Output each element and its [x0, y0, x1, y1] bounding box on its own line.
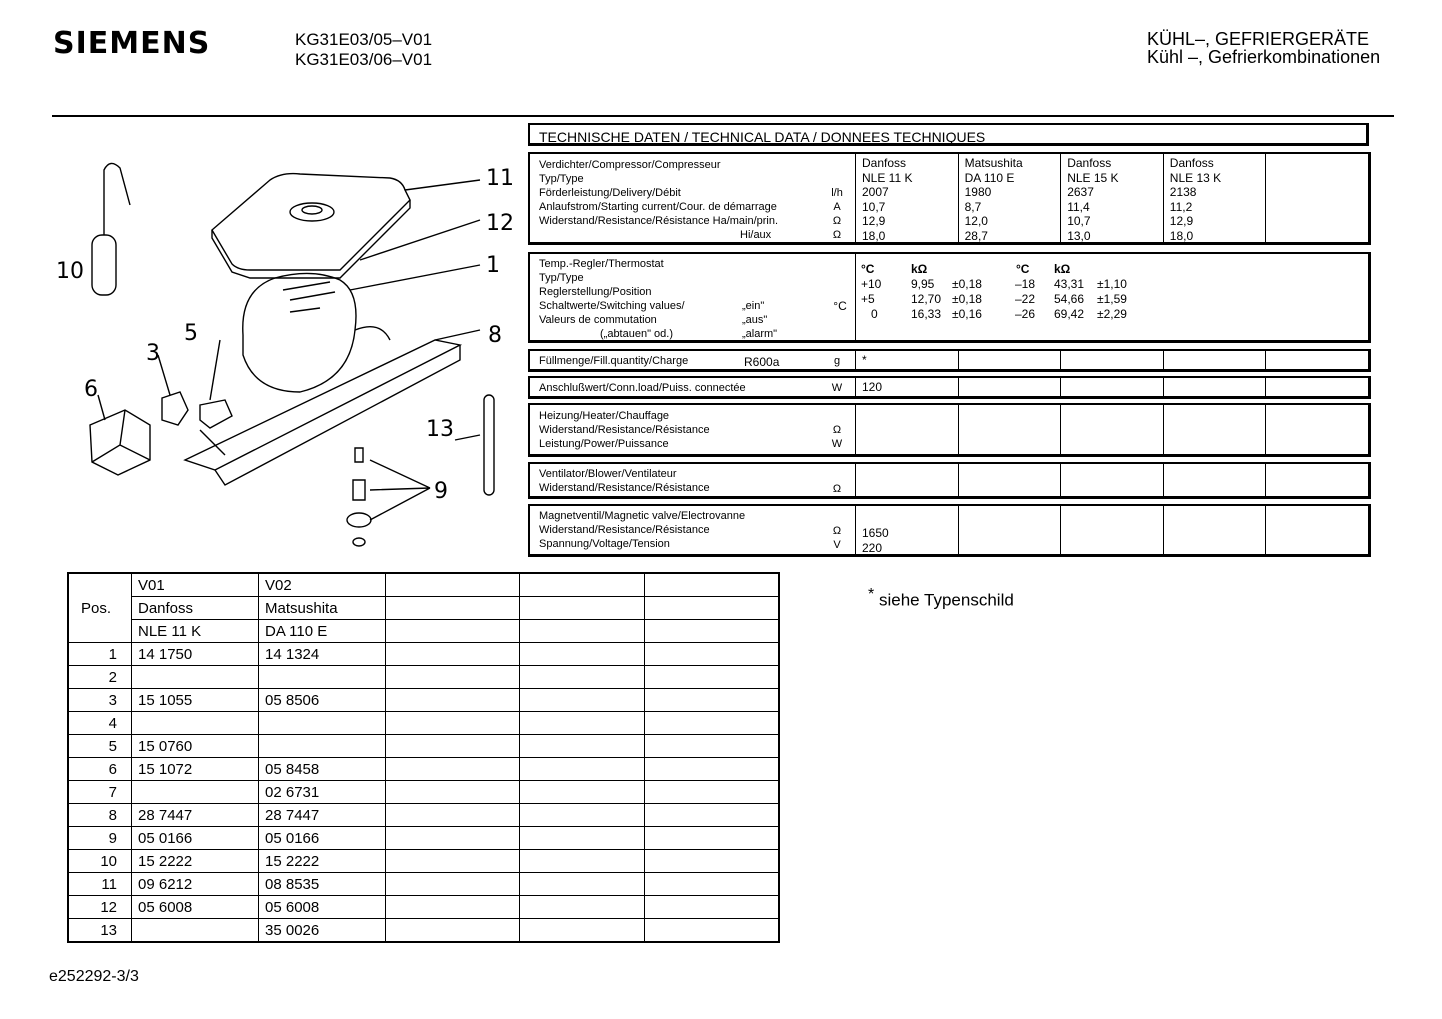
model-number-1: KG31E03/05–V01: [295, 30, 433, 49]
unit-ohm-aux: Ω: [832, 229, 842, 241]
position-label: Reglerstellung/Position: [539, 286, 652, 298]
switching-values-label: Schaltwerte/Switching values/: [539, 300, 685, 312]
pos-cell: 13: [68, 919, 132, 943]
callout-6: 6: [84, 377, 98, 402]
heater-col-4: [1163, 405, 1266, 454]
unit-a: A: [833, 201, 841, 213]
head-c-1: °C: [861, 262, 875, 276]
v01-part-number: 28 7447: [132, 804, 259, 827]
v01-part-number: [132, 666, 259, 689]
res-aux: 18,0: [1169, 228, 1194, 243]
connected-load-value: 120: [855, 378, 958, 396]
empty: [386, 712, 520, 735]
v01-part-number: 05 6008: [132, 896, 259, 919]
maker: Danfoss: [1169, 156, 1214, 170]
valve-resistance-label: Widerstand/Resistance/Résistance: [539, 524, 710, 536]
callout-12: 12: [486, 211, 514, 236]
parts-body: [68, 643, 779, 943]
pos-cell: 11: [68, 873, 132, 896]
blower-col-2: [958, 464, 1061, 496]
delivery-label: Förderleistung/Delivery/Débit: [539, 187, 681, 199]
valve-voltage-label: Spannung/Voltage/Tension: [539, 538, 670, 550]
thermostat-values: [855, 254, 1368, 340]
heater-section: [528, 403, 1371, 457]
callout-10: 10: [56, 259, 84, 284]
thermostat-label: Temp.-Regler/Thermostat: [539, 258, 664, 270]
compressor-column-5: [1265, 154, 1368, 242]
empty: [386, 896, 520, 919]
v01-part-number: [132, 919, 259, 943]
empty-col-5: [645, 573, 780, 597]
maker: Danfoss: [862, 156, 907, 170]
callout-9: 9: [434, 479, 448, 504]
v02-part-number: 05 8506: [259, 689, 386, 712]
technical-data-title: TECHNISCHE DATEN / TECHNICAL DATA / DONNEES TECHNIQUES: [528, 123, 1369, 146]
valve-label: Magnetventil/Magnetic valve/Electrovanne: [539, 510, 746, 522]
blower-unit-ohm: Ω: [832, 483, 842, 495]
table-row: [68, 873, 779, 896]
head-k-1: kΩ: [911, 262, 928, 276]
type-v02: DA 110 E: [259, 620, 386, 643]
parts-table: [67, 572, 780, 943]
pos-cell: 9: [68, 827, 132, 850]
empty: [645, 597, 780, 620]
empty: [645, 804, 780, 827]
empty: [645, 712, 780, 735]
charge-col-5: [1265, 351, 1368, 369]
resistance-main-label: Widerstand/Resistance/Résistance Ha/main/prin.: [539, 215, 779, 227]
empty: [645, 919, 780, 943]
empty: [645, 735, 780, 758]
maker: Danfoss: [1067, 156, 1112, 170]
drip-tray-shape: [212, 174, 410, 270]
v02-part-number: 05 0166: [259, 827, 386, 850]
empty-col-4: [520, 573, 645, 597]
v01-part-number: 14 1750: [132, 643, 259, 666]
empty: [386, 804, 520, 827]
t1: +10: [861, 277, 882, 291]
blower-section: [528, 462, 1371, 499]
empty: [386, 620, 520, 643]
res-main: 12,9: [862, 214, 886, 228]
empty: [520, 873, 645, 896]
unit-w: W: [831, 382, 843, 394]
k1: 9,95: [911, 277, 935, 291]
empty: [386, 735, 520, 758]
res-main: 12,9: [1169, 214, 1194, 228]
charge-columns: [855, 351, 1368, 369]
unit-g: g: [833, 355, 841, 367]
callout-3: 3: [146, 341, 160, 366]
load-col-4: [1163, 378, 1266, 396]
table-row: [68, 758, 779, 781]
empty: [520, 850, 645, 873]
current: 10,7: [862, 199, 886, 214]
type: DA 110 E: [964, 170, 1015, 185]
pos-cell: 7: [68, 781, 132, 804]
empty: [386, 597, 520, 620]
valve-col-3: [1060, 506, 1163, 554]
blower-col-3: [1060, 464, 1163, 496]
valve-values: [855, 506, 958, 554]
v01-part-number: [132, 712, 259, 735]
v02-part-number: 15 2222: [259, 850, 386, 873]
empty: [645, 643, 780, 666]
t1: 0: [871, 307, 878, 321]
t2: –18: [1015, 277, 1036, 291]
load-col-5: [1265, 378, 1368, 396]
compressor-column-2: [958, 154, 1061, 242]
table-row: [68, 712, 779, 735]
siemens-logo: SIEMENS: [53, 26, 211, 61]
connected-load-section: [528, 376, 1371, 399]
variant-v01: V01: [132, 573, 259, 597]
charge-label: Füllmenge/Fill.quantity/Charge: [539, 355, 689, 367]
empty: [645, 850, 780, 873]
valve-columns: [855, 506, 1368, 554]
delivery: 2637: [1067, 185, 1094, 199]
empty: [386, 689, 520, 712]
res-main: 10,7: [1067, 214, 1091, 228]
table-row: [68, 919, 779, 943]
callout-1: 1: [486, 253, 500, 278]
pos-cell: 1: [68, 643, 132, 666]
delivery: 1980: [964, 185, 992, 199]
current: 11,2: [1169, 199, 1193, 214]
empty: [386, 666, 520, 689]
table-row: [68, 689, 779, 712]
v02-part-number: [259, 712, 386, 735]
state-on: „ein": [742, 300, 765, 312]
v01-part-number: 15 1055: [132, 689, 259, 712]
heater-unit-ohm: Ω: [832, 424, 842, 436]
header-divider: [52, 115, 1394, 117]
parts-header-maker: [68, 597, 779, 620]
unit-lh: l/h: [831, 187, 843, 199]
parts-header-type: [68, 620, 779, 643]
v02-part-number: 08 8535: [259, 873, 386, 896]
defrost-label: („abtauen" od.): [600, 328, 674, 340]
k1: 16,33: [911, 307, 942, 321]
res-aux: 18,0: [862, 228, 886, 243]
empty: [520, 758, 645, 781]
empty: [520, 827, 645, 850]
note-asterisk: *: [868, 586, 875, 603]
table-row: [68, 643, 779, 666]
blower-col-1: [855, 464, 958, 496]
empty: [386, 758, 520, 781]
pos-cell: 12: [68, 896, 132, 919]
type-v01: NLE 11 K: [132, 620, 259, 643]
v02-part-number: 28 7447: [259, 804, 386, 827]
current: 11,4: [1067, 199, 1090, 214]
charge-value: *: [855, 351, 958, 369]
empty: [520, 643, 645, 666]
head-c-2: °C: [1016, 262, 1030, 276]
k2: 69,42: [1054, 307, 1085, 321]
res-main: 12,0: [964, 214, 988, 228]
d1: ±0,18: [952, 292, 982, 306]
empty: [520, 919, 645, 943]
valve-col-4: [1163, 506, 1266, 554]
valve-unit-ohm: Ω: [832, 525, 842, 537]
empty: [645, 873, 780, 896]
v02-part-number: 02 6731: [259, 781, 386, 804]
state-off: „aus": [742, 314, 768, 326]
title-line-1: KÜHL–, GEFRIERGERÄTE: [1147, 29, 1370, 49]
empty: [520, 689, 645, 712]
maker-v01: Danfoss: [132, 597, 259, 620]
table-row: [68, 896, 779, 919]
v02-part-number: 14 1324: [259, 643, 386, 666]
pos-cell: 10: [68, 850, 132, 873]
compressor-column-4: [1163, 154, 1266, 242]
d2: ±1,10: [1097, 277, 1127, 291]
drier-shape: [484, 395, 494, 495]
current: 8,7: [964, 199, 982, 214]
heater-col-3: [1060, 405, 1163, 454]
t2: –26: [1015, 307, 1036, 321]
charge-col-2: [958, 351, 1061, 369]
valve-col-5: [1265, 506, 1368, 554]
empty: [520, 597, 645, 620]
v01-part-number: [132, 781, 259, 804]
empty: [645, 827, 780, 850]
empty: [386, 919, 520, 943]
heater-resistance-label: Widerstand/Resistance/Résistance: [539, 424, 710, 436]
callout-5: 5: [184, 321, 198, 346]
d1: ±0,16: [952, 307, 982, 321]
thermostat-type-label: Typ/Type: [539, 272, 584, 284]
connected-load-label: Anschlußwert/Conn.load/Puiss. connectée: [539, 382, 746, 394]
thermostat-section: [528, 252, 1371, 343]
pos-cell: 4: [68, 712, 132, 735]
delivery: 2007: [862, 185, 889, 199]
empty: [520, 804, 645, 827]
maker: Matsushita: [964, 156, 1023, 170]
compressor-section: [528, 152, 1371, 245]
v02-part-number: 05 6008: [259, 896, 386, 919]
k2: 43,31: [1054, 277, 1085, 291]
relay-shape: [162, 392, 188, 425]
pos-cell: 8: [68, 804, 132, 827]
exploded-parts-drawing: [50, 130, 514, 555]
compressor-label: Verdichter/Compressor/Compresseur: [539, 159, 721, 171]
pos-cell: 6: [68, 758, 132, 781]
blower-col-4: [1163, 464, 1266, 496]
note-text: siehe Typenschild: [878, 590, 1014, 610]
compressor-column-1: [855, 154, 958, 242]
empty: [386, 643, 520, 666]
resistance-aux-label: Hi/aux: [740, 229, 772, 241]
v02-part-number: 05 8458: [259, 758, 386, 781]
valve-col-2: [958, 506, 1061, 554]
d2: ±2,29: [1097, 307, 1127, 321]
valve-resistance: 1650: [862, 526, 889, 540]
blower-label: Ventilator/Blower/Ventilateur: [539, 468, 677, 480]
pos-cell: 3: [68, 689, 132, 712]
empty: [645, 896, 780, 919]
v01-part-number: 15 1072: [132, 758, 259, 781]
empty: [520, 620, 645, 643]
blower-columns: [855, 464, 1368, 496]
table-row: [68, 804, 779, 827]
state-alarm: „alarm": [742, 328, 778, 340]
base-plate-shape: [185, 340, 460, 470]
table-row: [68, 827, 779, 850]
pos-header: Pos.: [68, 573, 132, 643]
type: NLE 15 K: [1067, 170, 1119, 185]
compressor-shape: [243, 273, 356, 392]
maker-v02: Matsushita: [259, 597, 386, 620]
callout-11: 11: [486, 166, 514, 191]
pos-cell: 2: [68, 666, 132, 689]
heater-label: Heizung/Heater/Chauffage: [539, 410, 670, 422]
v02-part-number: [259, 666, 386, 689]
commutation-label: Valeurs de commutation: [539, 314, 657, 326]
valve-section: [528, 504, 1371, 557]
valve-voltage: 220: [862, 540, 883, 555]
title-line-2: Kühl –, Gefrierkombinationen: [1147, 47, 1381, 67]
document-id: e252292-3/3: [49, 968, 139, 985]
empty: [645, 781, 780, 804]
parts-header-variant: [68, 573, 779, 597]
type-plate-note: [868, 586, 1014, 611]
type-label: Typ/Type: [539, 173, 584, 185]
heater-col-5: [1265, 405, 1368, 454]
load-col-2: [958, 378, 1061, 396]
k2: 54,66: [1054, 292, 1085, 306]
v01-part-number: 15 0760: [132, 735, 259, 758]
empty: [386, 873, 520, 896]
callout-13: 13: [426, 417, 454, 442]
head-k-2: kΩ: [1054, 262, 1071, 276]
empty: [520, 735, 645, 758]
empty: [386, 781, 520, 804]
heater-col-2: [958, 405, 1061, 454]
v02-part-number: [259, 735, 386, 758]
d2: ±1,59: [1097, 292, 1127, 306]
v01-part-number: 05 0166: [132, 827, 259, 850]
blower-resistance-label: Widerstand/Resistance/Résistance: [539, 482, 710, 494]
v02-part-number: 35 0026: [259, 919, 386, 943]
v01-part-number: 09 6212: [132, 873, 259, 896]
unit-celsius: °C: [833, 299, 847, 313]
empty: [520, 712, 645, 735]
unit-ohm-main: Ω: [832, 215, 842, 227]
compressor-column-3: [1060, 154, 1163, 242]
empty: [386, 827, 520, 850]
empty: [520, 896, 645, 919]
empty-col-3: [386, 573, 520, 597]
heater-col-1: [855, 405, 958, 454]
document-title: [1147, 30, 1392, 66]
empty: [645, 758, 780, 781]
charge-col-3: [1060, 351, 1163, 369]
empty: [645, 620, 780, 643]
empty: [645, 689, 780, 712]
compressor-columns: [855, 154, 1368, 242]
d1: ±0,18: [952, 277, 982, 291]
callout-8: 8: [488, 323, 502, 348]
table-row: [68, 666, 779, 689]
empty: [386, 850, 520, 873]
capacitor-shape: [92, 235, 116, 295]
load-columns: [855, 378, 1368, 396]
valve-unit-v: V: [833, 539, 841, 551]
refrigerant: R600a: [744, 355, 780, 369]
overload-shape: [200, 400, 232, 428]
res-aux: 13,0: [1067, 228, 1091, 243]
type: NLE 11 K: [862, 170, 913, 185]
table-row: [68, 850, 779, 873]
heater-unit-w: W: [831, 438, 843, 450]
pos-cell: 5: [68, 735, 132, 758]
heater-columns: [855, 405, 1368, 454]
table-row: [68, 781, 779, 804]
variant-v02: V02: [259, 573, 386, 597]
model-numbers: [295, 30, 432, 70]
charge-section: [528, 349, 1371, 372]
t2: –22: [1015, 292, 1036, 306]
type: NLE 13 K: [1169, 170, 1222, 185]
load-col-3: [1060, 378, 1163, 396]
starting-current-label: Anlaufstrom/Starting current/Cour. de démarrage: [539, 201, 777, 213]
res-aux: 28,7: [964, 228, 988, 243]
empty: [520, 781, 645, 804]
k1: 12,70: [911, 292, 942, 306]
v01-part-number: 15 2222: [132, 850, 259, 873]
model-number-2: KG31E03/06–V01: [295, 50, 433, 69]
charge-col-4: [1163, 351, 1266, 369]
table-row: [68, 735, 779, 758]
blower-col-5: [1265, 464, 1368, 496]
t1: +5: [861, 292, 875, 306]
empty: [645, 666, 780, 689]
delivery: 2138: [1169, 185, 1197, 199]
empty: [520, 666, 645, 689]
heater-power-label: Leistung/Power/Puissance: [539, 438, 669, 450]
